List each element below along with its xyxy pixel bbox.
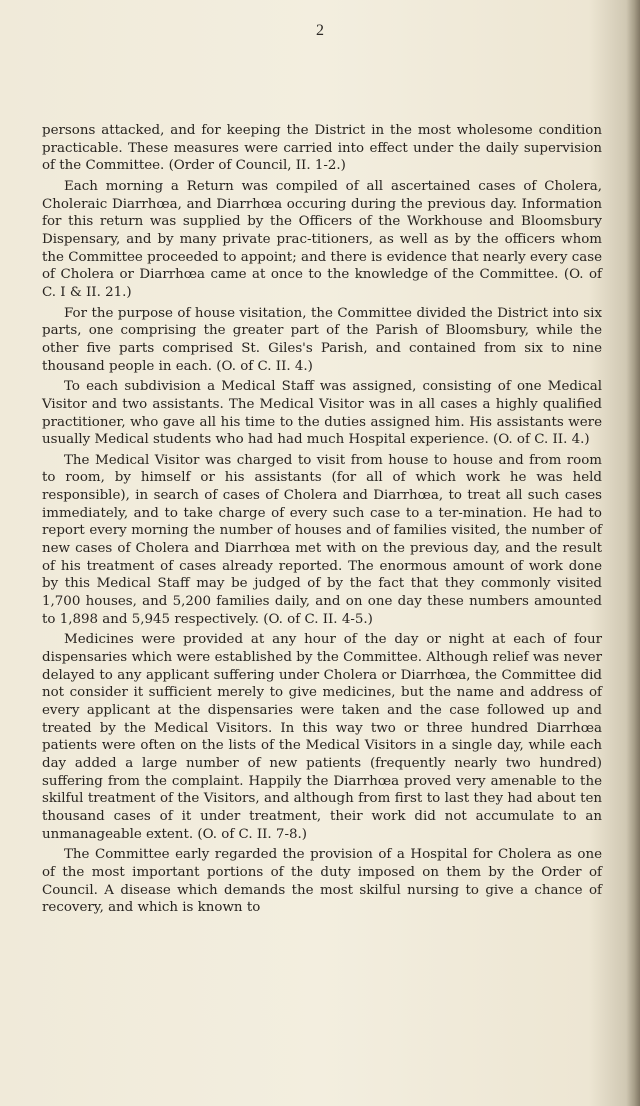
paragraph: The Committee early regarded the provision of a Hospital for Cholera as one of the most important portions of the duty imposed on them by the Order of Council. A disease which demands the most skilful nursing to give a chance of recovery, and which is known to — [42, 847, 602, 916]
paragraph: Each morning a Return was compiled of all ascertained cases of Cholera, Choleraic Diarrhœa, and Diarrhœa occuring during the previous day. Information for this return was supplied by the Officers of the Workhouse and Bloomsbury Dispensary, and by many private prac-titioners, as well as by the officers whom the Committee proceeded to appoint; and there is evidence that nearly every case of Cholera or Diarrhœa came at once to the knowledge of the Committee. (O. of C. I & II. 21.) — [42, 178, 602, 300]
page-number: 2 — [316, 22, 324, 39]
body-text — [42, 122, 602, 920]
paragraph: To each subdivision a Medical Staff was assigned, consisting of one Medical Visitor and two assistants. The Medical Visitor was in all cases a highly qualified practitioner, who gave all his time to the duties assigned him. His assistants were usually Medical students who had had much Hospital experience. (O. of C. II. 4.) — [42, 379, 602, 448]
page-edge-shadow — [626, 0, 640, 1106]
paragraph: For the purpose of house visitation, the Committee divided the District into six parts, one comprising the greater part of the Parish of Bloomsbury, while the other five parts comprised St. Giles's Parish, and contained from six to nine thousand people in each. (O. of C. II. 4.) — [42, 305, 602, 374]
paragraph: The Medical Visitor was charged to visit from house to house and from room to room, by himself or his assistants (for all of which work he was held responsible), in search of cases of Cholera and Diarrhœa, to treat all such cases immediately, and to take charge of every such case to a ter-mination. He had to report every morning the number of houses and of families visited, the number of new cases of Cholera and Diarrhœa met with on the previous day, and the result of his treatment of cases already reported. The enormous amount of work done by this Medical Staff may be judged of by the fact that they commonly visited 1,700 houses, and 5,200 families daily, and on one day these numbers amounted to 1,898 and 5,945 respectively. (O. of C. II. 4-5.) — [42, 452, 602, 627]
paragraph: persons attacked, and for keeping the District in the most wholesome condition practicable. These measures were carried into effect under the daily supervision of the Committee. (Order of Council, II. 1-2.) — [42, 123, 602, 174]
paragraph: Medicines were provided at any hour of the day or night at each of four dispensaries which were established by the Committee. Although relief was never delayed to any applicant suffering under Cholera or Diarrhœa, the Committee did not consider it sufficient merely to give medicines, but the name and address of every applicant at the dispensaries were taken and the case followed up and treated by the Medical Visitors. In this way two or three hundred Diarrhœa patients were often on the lists of the Medical Visitors in a single day, while each day added a large number of new patients (frequently nearly two hundred) suffering from the complaint. Happily the Diarrhœa proved very amenable to the skilful treatment of the Visitors, and although from first to last they had about ten thousand cases of it under treatment, their work did not accumulate to an unmanageable extent. (O. of C. II. 7-8.) — [42, 632, 602, 842]
